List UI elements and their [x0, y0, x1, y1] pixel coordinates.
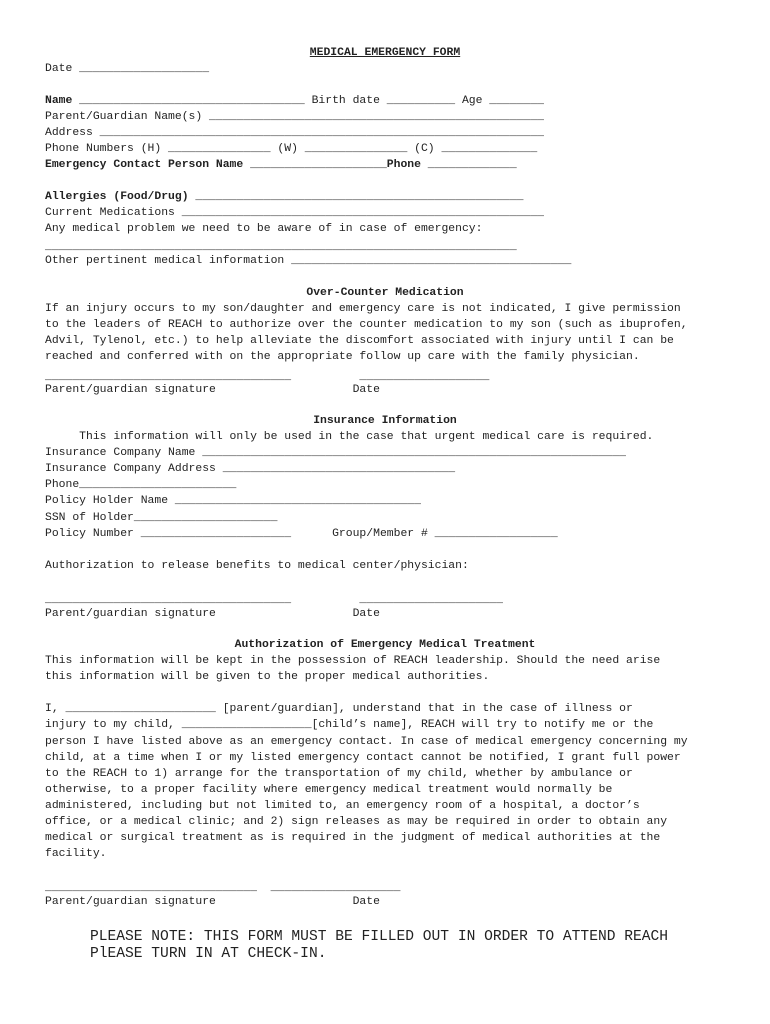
release-signature-labels: Parent/guardian signature Date — [45, 608, 380, 620]
emergency-contact-line[interactable] — [45, 158, 517, 172]
release-benefits-line: Authorization to release benefits to medical center/physician: — [45, 560, 469, 572]
treatment-paragraph-line: administered, including but not limited to, an emergency room of a hospital, a doctor’s — [45, 800, 640, 812]
otc-paragraph-line: to the leaders of REACH to authorize over the counter medication to my son (such as ibuprofen, — [45, 319, 688, 331]
allergies-field[interactable]: ________________________________________________ — [188, 191, 524, 203]
ssn-field[interactable]: SSN of Holder_____________________ — [45, 512, 278, 524]
insurance-company-name-field[interactable]: Insurance Company Name ______________________________________________________________ — [45, 447, 627, 459]
otc-signature-fields[interactable]: ____________________________________ ___________________ — [45, 371, 490, 383]
parent-guardian-field[interactable]: Parent/Guardian Name(s) _________________________________________________ — [45, 111, 544, 123]
otc-paragraph-line: If an injury occurs to my son/daughter and emergency care is not indicated, I give permission — [45, 303, 681, 315]
insurance-heading: Insurance Information — [313, 415, 457, 427]
emergency-phone-field[interactable]: _____________ — [420, 159, 517, 171]
treatment-paragraph-line: office, or a medical clinic; and 2) sign releases as may be required in order to obtain any — [45, 816, 668, 828]
phone-numbers-field[interactable]: Phone Numbers (H) _______________ (W) _______________ (C) ______________ — [45, 143, 538, 155]
other-medical-info-field[interactable]: Other pertinent medical information _________________________________________ — [45, 255, 572, 267]
treatment-paragraph-line: otherwise, to a proper facility where emergency medical treatment would normally be — [45, 784, 613, 796]
notice-line: PlEASE TURN IN AT CHECK-IN. — [90, 946, 327, 962]
medical-problem-field[interactable]: _____________________________________________________________________ — [45, 241, 517, 253]
medications-field[interactable]: Current Medications _____________________________________________________ — [45, 207, 544, 219]
name-label: Name — [45, 95, 73, 107]
address-field[interactable]: Address _________________________________________________________________ — [45, 127, 544, 139]
policy-group-number-fields[interactable]: Policy Number ______________________ Group/Member # __________________ — [45, 528, 558, 540]
allergies-line[interactable] — [45, 190, 524, 204]
emergency-contact-label: Emergency Contact Person Name — [45, 159, 244, 171]
emergency-contact-field[interactable]: ____________________ — [243, 159, 387, 171]
treatment-intro-line: This information will be kept in the possession of REACH leadership. Should the need arise — [45, 655, 661, 667]
treatment-heading: Authorization of Emergency Medical Treatment — [234, 639, 536, 651]
form-title: MEDICAL EMERGENCY FORM — [309, 47, 461, 59]
name-birth-age-fields[interactable]: _________________________________ Birth date __________ Age ________ — [72, 95, 544, 107]
allergies-label: Allergies (Food/Drug) — [45, 191, 189, 203]
treatment-intro-line: this information will be given to the proper medical authorities. — [45, 671, 490, 683]
treatment-paragraph-line[interactable]: I, ______________________ [parent/guardian], understand that in the case of illness or — [45, 703, 633, 715]
medical-problem-question: Any medical problem we need to be aware of in case of emergency: — [45, 223, 483, 235]
name-line[interactable] — [45, 94, 544, 108]
notice-line: PLEASE NOTE: THIS FORM MUST BE FILLED OUT IN ORDER TO ATTEND REACH — [90, 929, 669, 945]
treatment-signature-labels: Parent/guardian signature Date — [45, 896, 380, 908]
emergency-phone-label: Phone — [386, 159, 421, 171]
treatment-paragraph-line[interactable]: injury to my child, ___________________[child’s name], REACH will try to notify me or the — [45, 719, 654, 731]
otc-signature-labels: Parent/guardian signature Date — [45, 384, 380, 396]
otc-paragraph-line: reached and conferred with on the appropriate follow up care with the family physician. — [45, 351, 640, 363]
policy-holder-name-field[interactable]: Policy Holder Name ____________________________________ — [45, 495, 421, 507]
otc-paragraph-line: Advil, Tylenol, etc.) to help alleviate the discomfort associated with injury until I can be — [45, 335, 674, 347]
treatment-paragraph-line: medical or surgical treatment as is required in the judgment of medical authorities at the — [45, 832, 661, 844]
treatment-signature-fields[interactable]: _______________________________ ___________________ — [45, 882, 401, 894]
treatment-paragraph-line: person I have listed above as an emergency contact. In case of medical emergency concerning my — [45, 736, 688, 748]
treatment-paragraph-line: to the REACH to 1) arrange for the transportation of my child, whether by ambulance or — [45, 768, 633, 780]
release-signature-fields[interactable]: ____________________________________ _____________________ — [45, 594, 503, 606]
otc-heading: Over-Counter Medication — [306, 287, 464, 299]
insurance-phone-field[interactable]: Phone_______________________ — [45, 479, 237, 491]
treatment-paragraph-line: facility. — [45, 848, 107, 860]
treatment-paragraph-line: child, at a time when I or my listed emergency contact cannot be notified, I grant full power — [45, 752, 681, 764]
date-field[interactable]: Date ___________________ — [45, 63, 210, 75]
insurance-company-address-field[interactable]: Insurance Company Address __________________________________ — [45, 463, 456, 475]
insurance-intro: This information will only be used in the case that urgent medical care is required. — [45, 431, 654, 443]
